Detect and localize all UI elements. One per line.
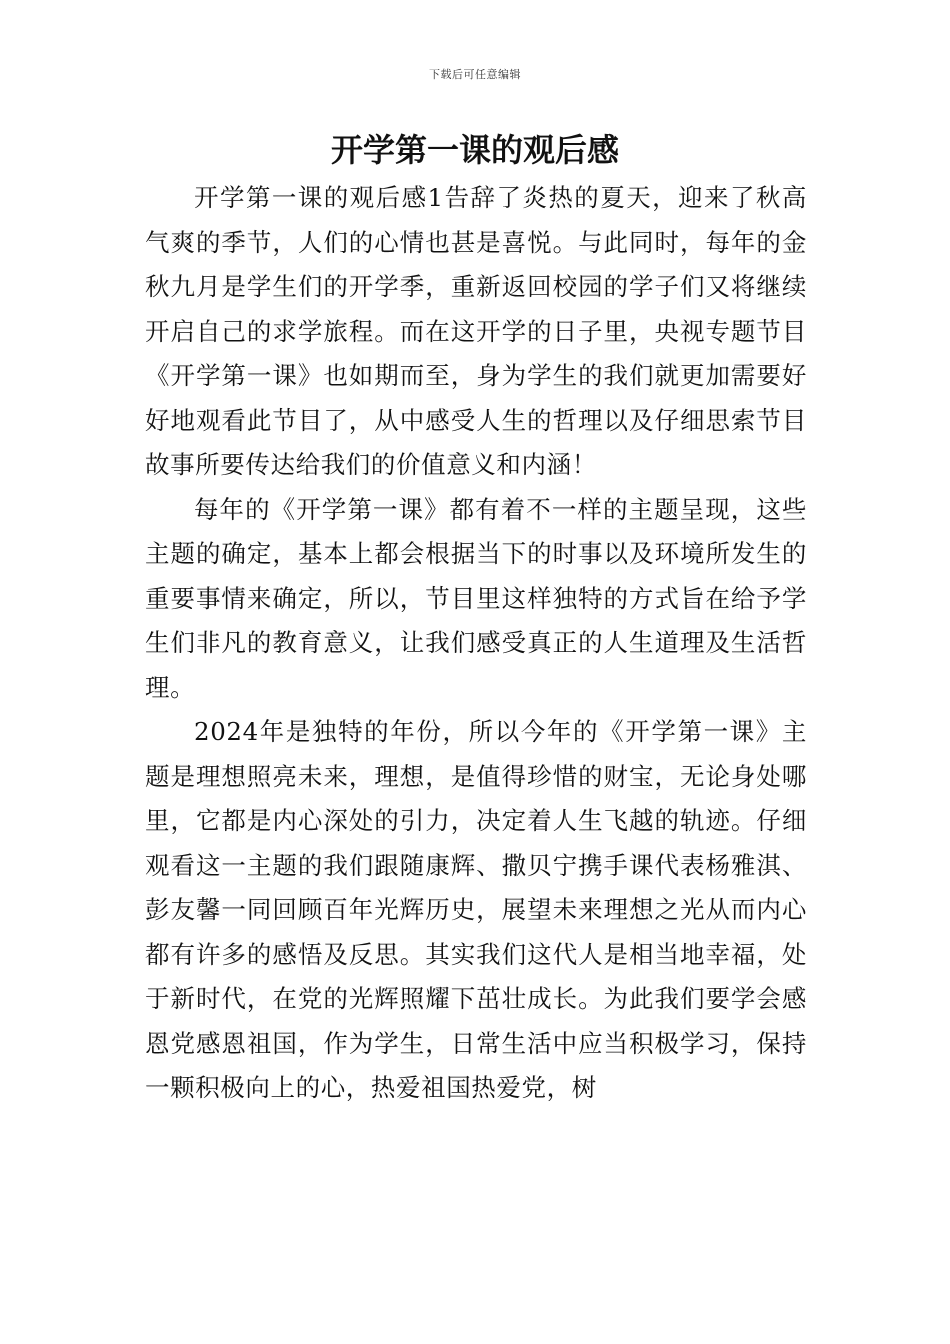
document-body <box>145 176 807 1111</box>
paragraph-2: 每年的《开学第一课》都有着不一样的主题呈现，这些主题的确定，基本上都会根据当下的时事以及环境所发生的重要事情来确定，所以，节目里这样独特的方式旨在给予学生们非凡的教育意义，让我们感受真正的人生道理及生活哲理。 <box>145 494 807 702</box>
document-title: 开学第一课的观后感 <box>330 131 619 169</box>
paragraph-3: 2024年是独特的年份，所以今年的《开学第一课》主题是理想照亮未来，理想，是值得珍惜的财宝，无论身处哪里，它都是内心深处的引力，决定着人生飞越的轨迹。仔细观看这一主题的我们跟随康辉、撒贝宁携手课代表杨雅淇、彭友馨一同回顾百年光辉历史，展望未来理想之光从而内心都有许多的感悟及反思。其实我们这代人是相当地幸福，处于新时代，在党的光辉照耀下茁壮成长。为此我们要学会感恩党感恩祖国，作为学生，日常生活中应当积极学习，保持一颗积极向上的心，热爱祖国热爱党，树 <box>145 717 807 1102</box>
header-note: 下载后可任意编辑 <box>429 68 521 81</box>
paragraph-1: 开学第一课的观后感1告辞了炎热的夏天，迎来了秋高气爽的季节，人们的心情也甚是喜悦。与此同时，每年的金秋九月是学生们的开学季，重新返回校园的学子们又将继续开启自己的求学旅程。而在这开学的日子里，央视专题节目《开学第一课》也如期而至，身为学生的我们就更加需要好好地观看此节目了，从中感受人生的哲理以及仔细思索节目故事所要传达给我们的价值意义和内涵！ <box>145 183 807 479</box>
